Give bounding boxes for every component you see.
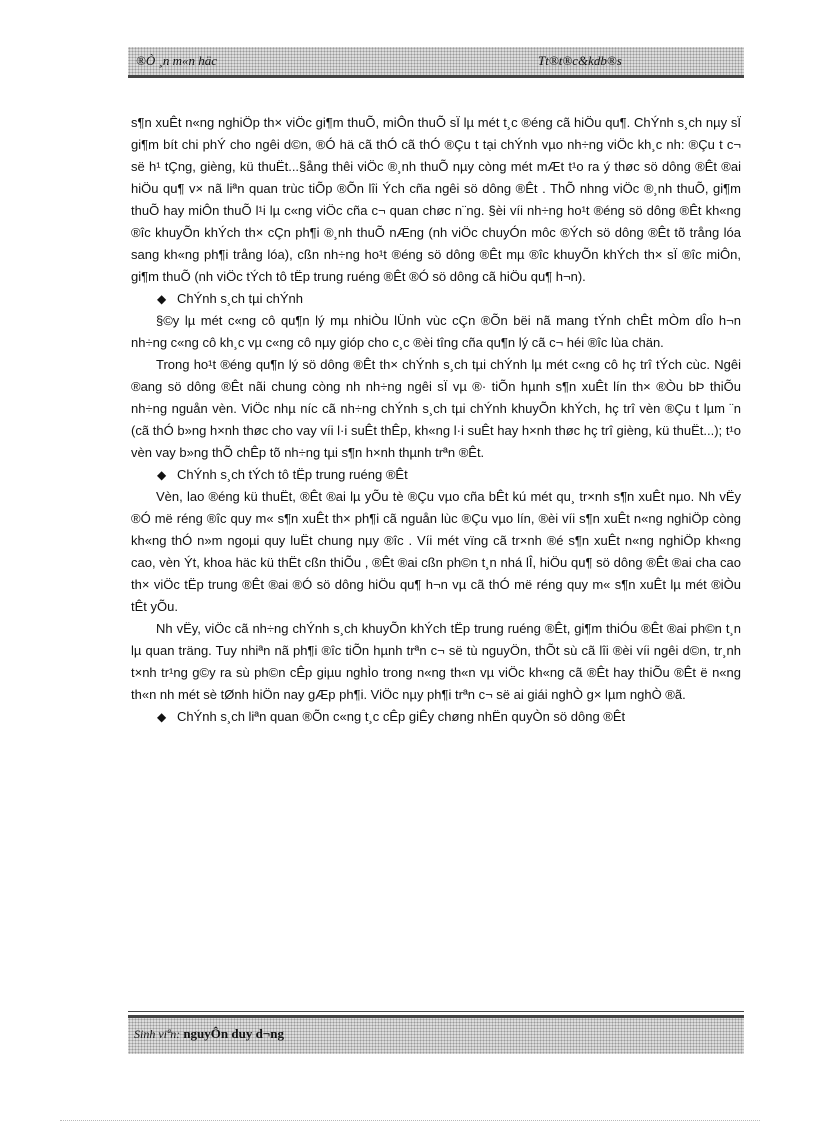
section-heading — [131, 706, 741, 728]
page-footer — [128, 1015, 744, 1054]
footer-prefix: Sinh viªn: — [134, 1027, 181, 1041]
section-heading — [131, 288, 741, 310]
diamond-bullet-icon: ◆ — [157, 710, 167, 724]
paragraph: Vèn, lao ®éng kü thuËt, ®Êt ®ai lµ yÕu tè ®Çu vµo cña bÊt kú mét qu¸ tr×nh s¶n xuÊt nµo. Nh vËy ®Ó më réng ®îc quy m« s¶n xuÊt th× ph¶i cã nguån lùc ®Çu vµo lín, ®èi víi s¶n xuÊt n«ng nghiÖp còng kh«ng thÓ n»m ngoµi quy luËt chung nµy ®îc . Víi mét vïng cã tr×nh ®é s¶n xuÊt n«ng nghiÖp kh«ng cao, vèn Ýt, khoa häc kü thËt cßn thiÕu , ®Êt ®ai cßn ph©n t¸n nhá lÎ, hiÖu qu¶ sö dông ®Êt ®ai cha cao th× viÖc tËp trung ®Êt ®ai ®Ó sö dông hiÖu qu¶ h¬n vµ cã thÓ më réng quy m« s¶n xuÊt lµ mét ®iÒu tÊt yÕu. — [131, 489, 741, 614]
heading-text: ChÝnh s¸ch tµi chÝnh — [177, 291, 303, 306]
paragraph: Nh vËy, viÖc cã nh÷ng chÝnh s¸ch khuyÕn khÝch tËp trung ruéng ®Êt, gi¶m thiÓu ®Êt ®ai ph©n t¸n lµ quan träng. Tuy nhiªn nã ph¶i ®îc tiÕn hµnh trªn c¬ së tù nguyÖn, thÕt sù cã lîi ®èi víi ngêi d©n, tr¸nh t×nh tr¹ng g©y ra sù ph©n cÊp giµu nghÌo trong n«ng th«n vµ viÖc kh«ng cã ®Êt hay thiÕu ®Êt ë n«ng th«n nh mét sè tØnh hiÖn nay gÆp ph¶i. ViÖc nµy ph¶i trªn c¬ së ai giái nghÒ g× lµm nghÒ ®ã. — [131, 621, 741, 702]
page-edge — [60, 1120, 760, 1122]
header-subject: ®Ò ¸n m«n häc — [136, 53, 218, 68]
header-code: Tt®t®c&kdb®s — [538, 53, 622, 68]
paragraph: §©y lµ mét c«ng cô qu¶n lý mµ nhiÒu lÜnh vùc cÇn ®Õn bëi nã mang tÝnh chÊt mÒm dÎo h¬n nh÷ng c«ng cô kh¸c vµ c«ng cô nµy gióp cho c¸c ®èi tîng cña qu¶n lý cã c¬ héi ®îc lùa chän. — [131, 313, 741, 350]
paragraph: s¶n xuÊt n«ng nghiÖp th× viÖc gi¶m thuÕ, miÔn thuÕ sÏ lµ mét t¸c ®éng cã hiÖu qu¶. ChÝnh s¸ch nµy sÏ gi¶m bít chi phÝ cho ngêi d©n, ®Ó hä cã thÓ cã thÓ ®Çu t tại chÝnh vµo nh÷ng viÖc kh¸c nh: ®Çu t c¬ së h¹ tÇng, gièng, kü thuËt...§ång thêi viÖc ®¸nh thuÕ nµy còng mét mÆt t¹o ra ý thøc sö dông ®Êt ®ai hiÖu qu¶ v× nã liªn quan trùc tiÕp ®Õn lîi Ých cña ngêi sö dông ®Êt . ThÕ nhng viÖc ®¸nh thuÕ, gi¶m thuÕ hay miÔn thuÕ l¹i lµ c«ng viÖc cña c¬ quan chøc n¨ng. §èi víi nh÷ng ho¹t ®éng sö dông ®Êt kh«ng ®îc khuyÕn khÝch th× cÇn ph¶i ®¸nh thuÕ nÆng (nh viÖc chuyÓn môc ®Ých sö dông ®Êt tõ trång lóa sang kh«ng ph¶i trång lóa), cßn nh÷ng ho¹t ®éng sö dông ®Êt mµ ®îc khuyÕn khÝch th× sÏ ®îc miÔn, gi¶m thuÕ (nh viÖc tÝch tô tËp trung ruéng ®Êt ®Ó sö dông cã hiÖu qu¶ h¬n). — [131, 115, 741, 284]
page-header — [128, 47, 744, 78]
heading-text: ChÝnh s¸ch liªn quan ®Õn c«ng t¸c cÊp giÊy chøng nhËn quyÒn sö dông ®Êt — [177, 709, 626, 724]
document-body — [131, 112, 741, 728]
footer-name: nguyÔn duy d¬ng — [183, 1026, 284, 1041]
diamond-bullet-icon: ◆ — [157, 292, 167, 306]
section-heading — [131, 464, 741, 486]
paragraph: Trong ho¹t ®éng qu¶n lý sö dông ®Êt th× chÝnh s¸ch tµi chÝnh lµ mét c«ng cô hç trî tÝch cùc. Ngêi ®ang sö dông ®Êt nãi chung còng nh nh÷ng ngêi sÏ vµ ®· tiÕn hµnh s¶n xuÊt lín th× ®Òu bÞ thiÕu nh÷ng nguån vèn. ViÖc nhµ níc cã nh÷ng chÝnh s¸ch tµi chÝnh khuyÕn khÝch, hç trî vèn ®Çu t lµm ¨n (cã thÓ b»ng h×nh thøc cho vay víi l·i suÊt thÊp, kh«ng l·i suÊt hay h×nh thøc hç trî gièng, kü thuËt...); t¹o vèn vay b»ng thÕ chÊp tõ nh÷ng tµi s¶n h×nh thµnh trªn ®Êt. — [131, 357, 741, 460]
heading-text: ChÝnh s¸ch tÝch tô tËp trung ruéng ®Êt — [177, 467, 408, 482]
footer-author — [134, 1026, 284, 1042]
diamond-bullet-icon: ◆ — [157, 468, 167, 482]
footer-rule — [128, 1011, 744, 1012]
